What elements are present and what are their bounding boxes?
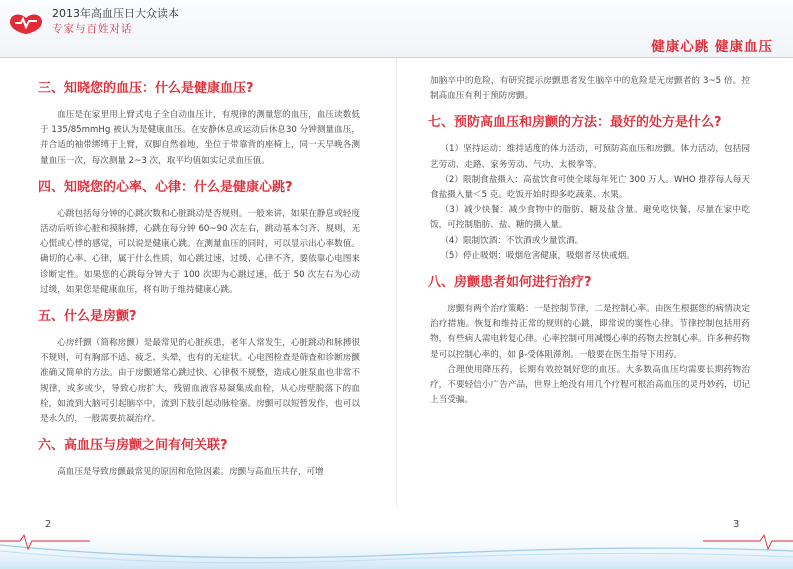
page-number-left: 2 [45, 519, 52, 530]
slogan: 健康心跳 健康血压 [651, 39, 773, 55]
section-paragraph: 血压是在家里用上臂式电子全自动血压计，有规律的测量您的血压，血压读数低于 135/85mmHg 被认为是健康血压。在安静休息或运动后休息30 分钟测量血压，并合适的袖带绑缚于上臂，双脚自然着地，坐位于带靠背的座椅上，同一天早晚各测量血压一次，每次测量 2~3 次，取平均值如实记录血压值。 [40, 110, 360, 166]
section-heading: 三、知晓您的血压：什么是健康血压? [38, 81, 254, 96]
right-page-content [430, 74, 750, 408]
section-heading: 五、什么是房颤? [38, 309, 137, 325]
ecg-wave-decoration [0, 505, 793, 569]
continued-paragraph: 加脑卒中的危险，有研究提示房颤患者发生脑卒中的危险是无房颤者的 3~5 倍。控制高血压有利于预防房颤。 [430, 76, 750, 102]
section-heading: 六、高血压与房颤之间有何关联? [38, 438, 228, 454]
list-item: （2）限制食盐摄入：高盐饮食可使全球每年死亡 300 万人。WHO 推荐每人每天食盐摄入量＜5 克。吃饭开始时即多吃蔬菜、水果。 [430, 174, 750, 201]
page-spine [396, 58, 397, 508]
section-paragraph: 合理使用降压药，长期有效控制好您的血压。大多数高血压均需要长期药物治疗，不要轻信小广告产品，世界上绝没有用几个疗程可根治高血压的灵丹妙药，切记上当受骗。 [430, 364, 750, 406]
left-page-content [40, 70, 360, 480]
section-heading: 七、预防高血压和房颤的方法：最好的处方是什么? [428, 115, 722, 131]
heart-logo-icon [6, 9, 46, 35]
series-subtitle: 专家与百姓对话 [52, 23, 133, 35]
list-item: （1）坚持运动：维持适度的体力活动，可预防高血压和房颤。体力活动，包括园艺劳动、走路、家务劳动、气功、太极拳等。 [430, 144, 750, 170]
section-paragraph: 高血压是导致房颤最常见的原因和危险因素。房颤与高血压共存，可增 [57, 467, 324, 478]
page-number-right: 3 [733, 519, 740, 530]
list-item: （5）停止吸烟：吸烟危害健康，吸烟者尽快戒烟。 [440, 250, 635, 261]
list-item: （3）减少快餐：减少食物中的脂肪、糖及盐含量。避免吃快餐，尽量在家中吃饭，可控制脂肪、盐、糖的摄入量。 [430, 205, 750, 231]
list-item: （4）限制饮酒：不饮酒或少量饮酒。 [440, 235, 584, 246]
section-heading: 四、知晓您的心率、心律：什么是健康心跳? [38, 179, 293, 195]
section-paragraph: 房颤有两个治疗策略：一是控制节律，二是控制心率。由医生根据您的病情决定治疗措施。恢复和维持正常的规则的心跳，即常说的窦性心律。节律控制包括用药物，有些病人需电转复心律。心率控制可用减慢心率的药物去控制心率。许多种药物是可以控制心率的，如 β-受体阻滞剂。一般要在医生指导下用药。 [430, 304, 750, 360]
series-title: 2013年高血压日大众读本 [52, 7, 179, 20]
section-heading: 八、房颤患者如何进行治疗? [428, 275, 592, 291]
section-paragraph: 心跳包括每分钟的心跳次数和心脏跳动是否规则。一般来讲，如果在静息或轻度活动后听诊心脏和摸脉搏，心跳在每分钟 60~90 次左右，跳动基本匀齐、规则，无心慌或心悸的感觉，可以说是健康心跳。在测量血压的同时，可以显示出心率数值。确切的心率、心律，属于什么性质，如心跳过速、过缓、心律不齐，要依靠心电图来诊断定性。如果您的心跳每分钟大于 100 次即为心跳过速，低于 50 次左右为心动过缓，如果您是健康血压，将有助于维持健康心跳。 [40, 208, 360, 295]
section-paragraph: 心房纤颤（简称房颤）是最常见的心脏疾患，老年人常发生，心脏跳动和脉搏很不规则，可有胸部不适、疲乏、头晕，也有的无症状。心电图检查是筛查和诊断房颤准确又简单的方法。由于房颤通常心跳过快、心律极不规整，造成心脏泵血也非常不规律，或多或少，导致心房扩大，残留血液容易凝集成血栓，从心房壁脱落下的血栓，如流到大脑可引起脑卒中，流到下肢引起动脉栓塞。房颤可以短暂发作，也可以是永久的，一般需要抗凝治疗。 [40, 338, 360, 425]
